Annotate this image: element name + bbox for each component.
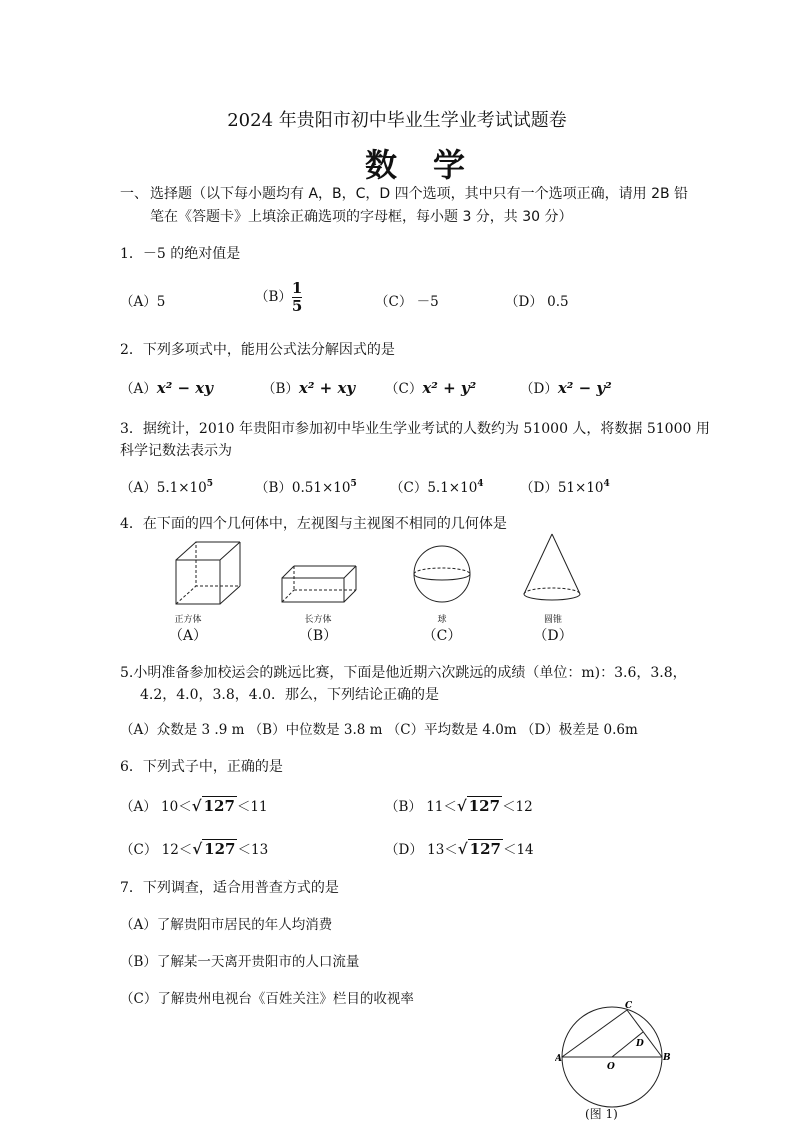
q1-stem: 1．－5 的绝对值是 — [120, 246, 241, 262]
exam-title: 2024 年贵阳市初中毕业生学业考试试题卷 — [227, 110, 567, 131]
q2-option-c — [385, 377, 476, 397]
q2-option-d-prefix: （D） — [520, 381, 558, 397]
q3-option-d-prefix: （D）51×10 — [520, 480, 604, 496]
sqrt-symbol: √ 127 — [457, 840, 501, 858]
q2-option-c-prefix: （C） — [385, 381, 423, 397]
q4-stem: 4．在下面的四个几何体中，左视图与主视图不相同的几何体是 — [120, 516, 507, 532]
q2-option-c-expr: x² + y² — [422, 379, 477, 397]
figure-1-caption: (图 1) — [585, 1107, 618, 1121]
shape-d-caption: 圆锥 — [543, 615, 562, 625]
q2-option-b — [262, 377, 355, 397]
q6-option-c-left: （C） 12＜ — [120, 842, 193, 858]
q1-option-a: （A）5 — [120, 294, 166, 310]
sqrt-symbol: √ 127 — [191, 797, 235, 815]
chord-ac — [562, 1010, 627, 1057]
q2-option-b-prefix: （B） — [262, 381, 299, 397]
q3-option-a-exponent: 5 — [206, 479, 213, 489]
q3-option-a-prefix: （A）5.1×10 — [120, 480, 207, 496]
q2-option-d-expr: x² − y² — [557, 379, 612, 397]
shape-c-caption: 球 — [437, 615, 447, 625]
q5-options: （A）众数是 3 .9 m （B）中位数是 3.8 m （C）平均数是 4.0m （D）极差是 0.6m — [120, 722, 638, 738]
cone-shape — [524, 534, 580, 600]
q2-option-a-expr: x² − xy — [156, 379, 213, 397]
section-instruction-line1: 选择题（以下每小题均有 A，B，C，D 四个选项，其中只有一个选项正确，请用 2B 铅 — [150, 186, 689, 202]
q3-option-c — [390, 476, 484, 496]
q6-option-d — [385, 838, 534, 858]
q3-option-d — [520, 476, 610, 496]
label-d: D — [636, 1039, 644, 1049]
q3-option-c-prefix: （C）5.1×10 — [390, 480, 478, 496]
q3-option-d-exponent: 4 — [603, 479, 610, 489]
label-o: O — [607, 1062, 615, 1072]
q5-stem-line1: 5.小明准备参加校运会的跳远比赛，下面是他近期六次跳远的成绩（单位：m)：3.6，3.8， — [120, 665, 687, 681]
q2-option-b-expr: x² + xy — [298, 379, 356, 397]
q6-stem: 6．下列式子中，正确的是 — [120, 759, 283, 775]
radicand: 127 — [204, 840, 236, 858]
q7-stem: 7．下列调查，适合用普查方式的是 — [120, 880, 339, 896]
label-c: C — [625, 1001, 633, 1011]
q3-option-b-prefix: （B）0.51×10 — [255, 480, 351, 496]
chord-cb — [627, 1010, 662, 1057]
q6-option-d-right: ＜14 — [502, 842, 534, 858]
q2-option-a — [120, 377, 213, 397]
shape-c-letter: （C） — [422, 628, 462, 644]
q4-shapes-figure — [160, 530, 620, 625]
q6-option-b-left: （B） 11＜ — [385, 799, 457, 815]
q6-option-a-right: ＜11 — [236, 799, 268, 815]
q2-option-d — [520, 377, 612, 397]
q2-stem: 2．下列多项式中，能用公式法分解因式的是 — [120, 342, 395, 358]
q6-option-c — [120, 838, 268, 858]
q1-option-b-prefix: （B） — [255, 289, 292, 305]
q2-option-a-prefix: （A） — [120, 381, 157, 397]
shape-b-letter: （B） — [298, 628, 338, 644]
q6-option-b — [385, 795, 533, 815]
shape-a-letter: （A） — [168, 628, 208, 644]
radicand: 127 — [203, 797, 235, 815]
q1-option-c: （C） －5 — [375, 294, 439, 310]
section-instruction-line2: 笔在《答题卡》上填涂正确选项的字母框，每小题 3 分，共 30 分） — [150, 209, 573, 225]
q6-option-d-left: （D） 13＜ — [385, 842, 458, 858]
label-b: B — [663, 1053, 671, 1063]
q3-stem-line2: 科学记数法表示为 — [120, 443, 232, 459]
q1-option-d: （D） 0.5 — [505, 294, 569, 310]
sqrt-symbol: √ 127 — [456, 797, 501, 815]
fraction-numerator: 1 — [291, 279, 303, 297]
q3-stem-line1: 3．据统计，2010 年贵阳市参加初中毕业生学业考试的人数约为 51000 人，将数据 51000 用 — [120, 421, 710, 437]
section-number: 一、 — [120, 186, 148, 202]
q7-option-a: （A）了解贵阳市居民的年人均消费 — [120, 917, 333, 933]
q3-option-b-exponent: 5 — [350, 479, 357, 489]
fraction-denominator: 5 — [291, 297, 303, 315]
shape-b-caption: 长方体 — [304, 615, 332, 625]
q7-option-c: （C）了解贵州电视台《百姓关注》栏目的收视率 — [120, 991, 414, 1007]
cuboid-shape — [282, 566, 356, 602]
figure-1-circle-diagram — [555, 1000, 675, 1110]
shape-a-caption: 正方体 — [174, 615, 202, 625]
q3-option-c-exponent: 4 — [477, 479, 484, 489]
q5-stem-line2: 4.2，4.0，3.8，4.0．那么，下列结论正确的是 — [140, 687, 440, 703]
cube-shape — [176, 542, 240, 604]
radicand: 127 — [468, 797, 501, 815]
q6-option-b-right: ＜12 — [502, 799, 533, 815]
q6-option-a-left: （A） 10＜ — [120, 799, 192, 815]
sphere-shape — [414, 546, 470, 602]
sqrt-symbol: √ 127 — [192, 840, 236, 858]
q1-option-b — [255, 280, 302, 315]
subject-title: 数学 — [364, 146, 501, 184]
label-a: A — [555, 1054, 562, 1064]
q7-option-b: （B）了解某一天离开贵阳市的人口流量 — [120, 954, 360, 970]
q6-option-c-right: ＜13 — [237, 842, 269, 858]
fraction-one-fifth — [292, 280, 302, 315]
q3-option-b — [255, 476, 357, 496]
q6-option-a — [120, 795, 268, 815]
radicand: 127 — [469, 840, 501, 858]
shape-d-letter: （D） — [533, 628, 573, 644]
q3-option-a — [120, 476, 213, 496]
